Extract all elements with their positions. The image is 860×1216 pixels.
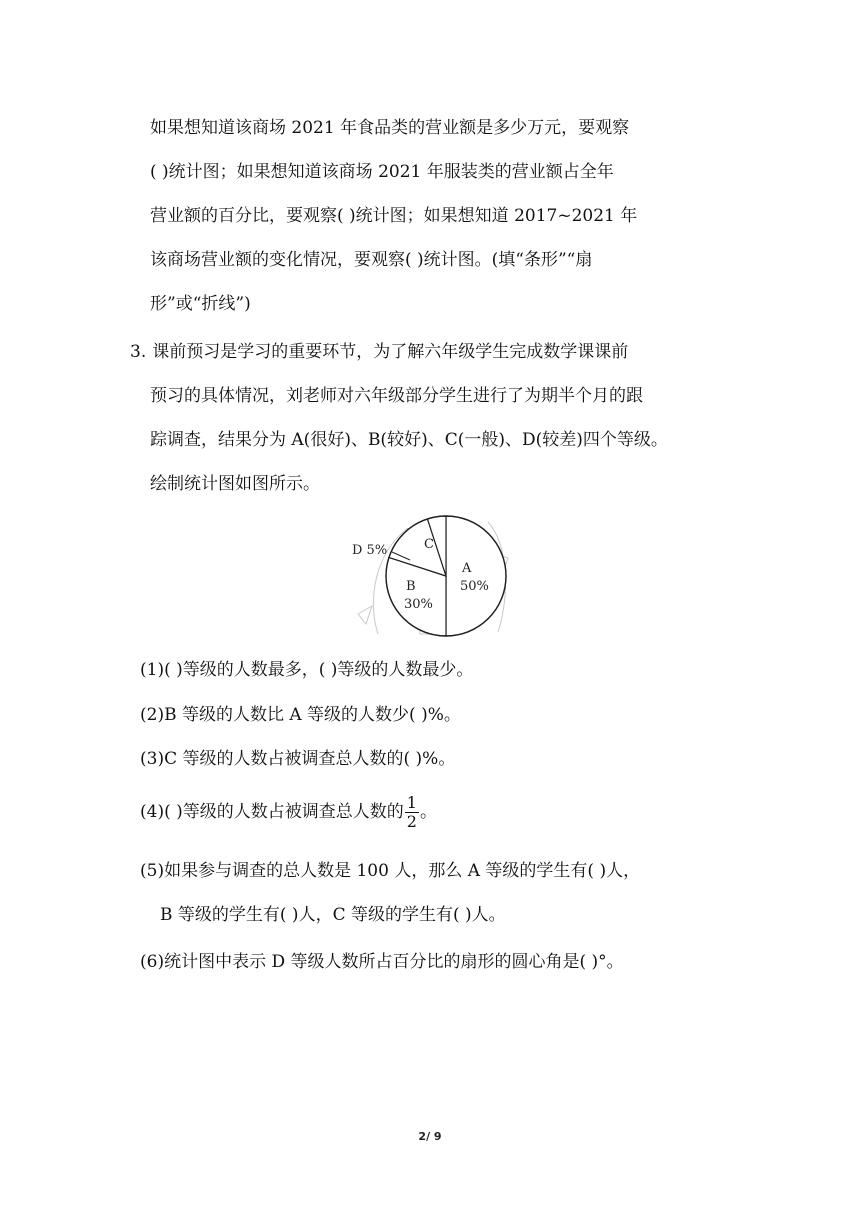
q3-line-2: 预习的具体情况，刘老师对六年级部分学生进行了为期半个月的跟: [150, 386, 643, 406]
label-d: D 5%: [352, 543, 388, 558]
q3-text-1: 课前预习是学习的重要环节，为了解六年级学生完成数学课课前: [152, 342, 629, 362]
q2-line-2: ( )统计图；如果想知道该商场 2021 年服装类的营业额占全年: [150, 162, 614, 182]
fraction-one-half: [405, 794, 419, 831]
pie-slice-a: [446, 516, 506, 636]
sub-question-6: (6)统计图中表示 D 等级人数所占百分比的扇形的圆心角是( )°。: [140, 952, 624, 972]
pie-chart: [348, 514, 512, 640]
label-b-pct: 30%: [404, 597, 433, 612]
pie-chart-svg: [348, 514, 512, 640]
sub-question-2: (2)B 等级的人数比 A 等级的人数少( )%。: [140, 705, 461, 725]
label-a-pct: 50%: [460, 579, 489, 594]
q2-line-5: 形”或“折线”): [150, 294, 251, 314]
label-b: B: [406, 579, 416, 594]
fraction-numerator: 1: [406, 793, 417, 812]
page-number: 2/ 9: [418, 1130, 442, 1143]
q3-line-1: [130, 340, 628, 364]
sub-question-3: (3)C 等级的人数占被调查总人数的( )%。: [140, 749, 456, 769]
sub-question-4-end: 。: [419, 802, 437, 822]
q2-line-4: 该商场营业额的变化情况，要观察( )统计图。(填“条形”“扇: [150, 250, 593, 270]
sub-question-4-text: (4)( )等级的人数占被调查总人数的: [140, 802, 404, 822]
q3-line-3: 踪调查，结果分为 A(很好)、B(较好)、C(一般)、D(较差)四个等级。: [150, 430, 668, 450]
q2-line-1: 如果想知道该商场 2021 年食品类的营业额是多少万元，要观察: [150, 118, 630, 138]
fraction-denominator: 2: [406, 812, 417, 831]
sub-question-4: [140, 794, 437, 831]
q3-line-4: 绘制统计图如图所示。: [150, 474, 320, 494]
label-a: A: [462, 561, 472, 576]
label-c: C: [424, 537, 434, 552]
question-number: 3.: [130, 342, 147, 362]
sub-question-5-line-1: (5)如果参与调查的总人数是 100 人，那么 A 等级的学生有( )人，: [140, 861, 641, 881]
sub-question-1: (1)( )等级的人数最多，( )等级的人数最少。: [140, 660, 474, 680]
sub-question-5-line-2: B 等级的学生有( )人，C 等级的学生有( )人。: [160, 905, 506, 925]
q2-line-3: 营业额的百分比，要观察( )统计图；如果想知道 2017~2021 年: [150, 206, 638, 226]
